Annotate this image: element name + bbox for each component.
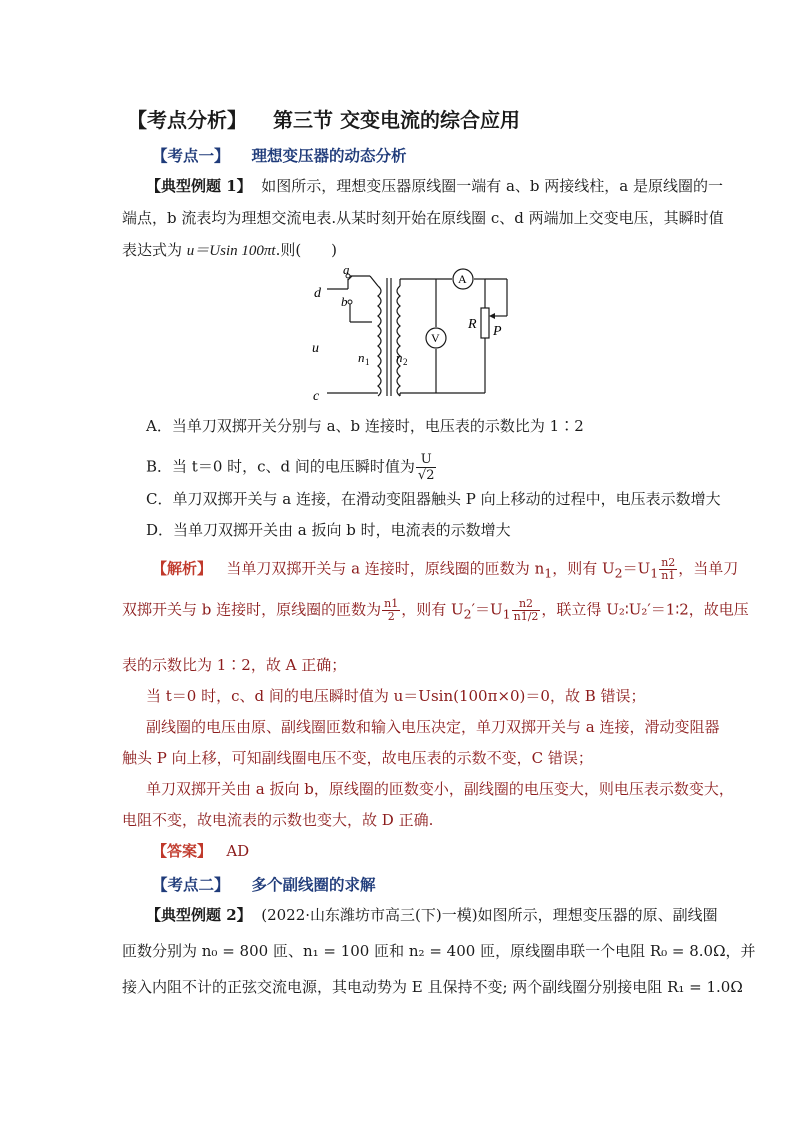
analysis-line3: 表的示数比为 1∶2，故 A 正确； (122, 656, 347, 674)
option-b-numerator: U (416, 452, 437, 468)
page-title (127, 104, 520, 133)
example2-line1: 【典型例题 2】 (2022·山东潍坊市高三(下)一模)如图所示，理想变压器的原、副线圈 (146, 906, 718, 924)
label-ammeter: A (458, 272, 467, 286)
topic2-heading (152, 873, 376, 895)
analysis-line1: 【解析】 当单刀双掷开关与 a 连接时，原线圈的匝数为 $n_1$，则有 $U_2=U_1$ $\frac{n2}{n1}$ ，当单刀 (152, 556, 739, 582)
topic1-title: 理想变压器的动态分析 (251, 146, 407, 165)
topic2-title: 多个副线圈的求解 (251, 875, 376, 894)
label-d: d (314, 286, 321, 301)
label-b: b (341, 294, 348, 309)
label-c: c (313, 389, 320, 404)
label-R: R (468, 317, 477, 332)
analysis-line8: 电阻不变，故电流表的示数也变大，故 D 正确. (122, 811, 434, 829)
example2-label: 【典型例题 2】 (146, 906, 252, 924)
label-a: a (343, 262, 350, 277)
option-b: B．当 t＝0 时，c、d 间的电压瞬时值为 $\frac{U}{√2}$ (146, 452, 435, 483)
option-c: C．单刀双掷开关与 a 连接，在滑动变阻器触头 P 向上移动的过程中，电压表示数增大 (146, 490, 721, 508)
label-voltmeter: V (431, 331, 440, 345)
example1-line3: 表达式为 u＝Usin 100πt.则( ) (122, 241, 338, 259)
label-n1-sub: 1 (365, 357, 370, 367)
option-a: A．当单刀双掷开关分别与 a、b 连接时，电压表的示数比为 1∶2 (146, 417, 584, 435)
option-b-denominator: √2 (417, 468, 435, 483)
label-n1: n (358, 350, 365, 365)
label-n2: n (396, 350, 403, 365)
analysis-line5: 副线圈的电压由原、副线圈匝数和输入电压决定，单刀双掷开关与 a 连接，滑动变阻器 (146, 718, 720, 736)
example2-line3: 接入内阻不计的正弦交流电源，其电动势为 E 且保持不变; 两个副线圈分别接电阻 R₁ = 1.0Ω (122, 978, 743, 996)
answer-value: AD (226, 842, 250, 860)
option-d: D．当单刀双掷开关由 a 扳向 b 时，电流表的示数增大 (146, 521, 511, 539)
analysis-label: 【解析】 (152, 559, 213, 578)
label-n2-sub: 2 (403, 357, 408, 367)
topic2-label: 【考点二】 (152, 875, 230, 894)
title-section: 第三节 交变电流的综合应用 (273, 108, 520, 132)
example1-line1: 【典型例题 1】 如图所示，理想变压器原线圈一端有 a、b 两接线柱，a 是原线圈的一 (146, 177, 724, 195)
example1-line2: 端点，b 流表均为理想交流电表.从某时刻开始在原线圈 c、d 两端加上交变电压，其瞬时值 (122, 209, 724, 227)
title-bracket-label: 【考点分析】 (127, 108, 247, 132)
example2-line2: 匝数分别为 n₀ = 800 匝、n₁ = 100 匝和 n₂ = 400 匝，原线圈串联一个电阻 R₀ = 8.0Ω，并 (122, 942, 756, 960)
answer1 (152, 841, 249, 861)
analysis-line6: 触头 P 向上移，可知副线圈电压不变，故电压表的示数不变，C 错误； (122, 749, 593, 767)
example1-label: 【典型例题 1】 (146, 177, 252, 195)
transformer-circuit-figure (300, 262, 530, 407)
answer-label: 【答案】 (152, 842, 213, 860)
label-P: P (493, 324, 502, 339)
formula-u: u＝Usin 100πt (186, 243, 276, 259)
label-u: u (312, 341, 319, 356)
analysis-line2: 双掷开关与 b 连接时，原线圈的匝数为 $\frac{n1}{2}$ ，则有 $U_2'=U_1$ $\frac{n2}{n1/2}$ ，联立得 U₂∶U₂′＝1∶2，故电压 (122, 597, 749, 623)
analysis-line7: 单刀双掷开关由 a 扳向 b，原线圈的匝数变小，副线圈的电压变大，则电压表示数变大， (146, 780, 734, 798)
topic1-heading (152, 144, 407, 166)
topic1-label: 【考点一】 (152, 146, 230, 165)
analysis-line4: 当 t＝0 时，c、d 间的电压瞬时值为 u＝Usin(100π×0)＝0，故 B 错误； (146, 687, 646, 705)
